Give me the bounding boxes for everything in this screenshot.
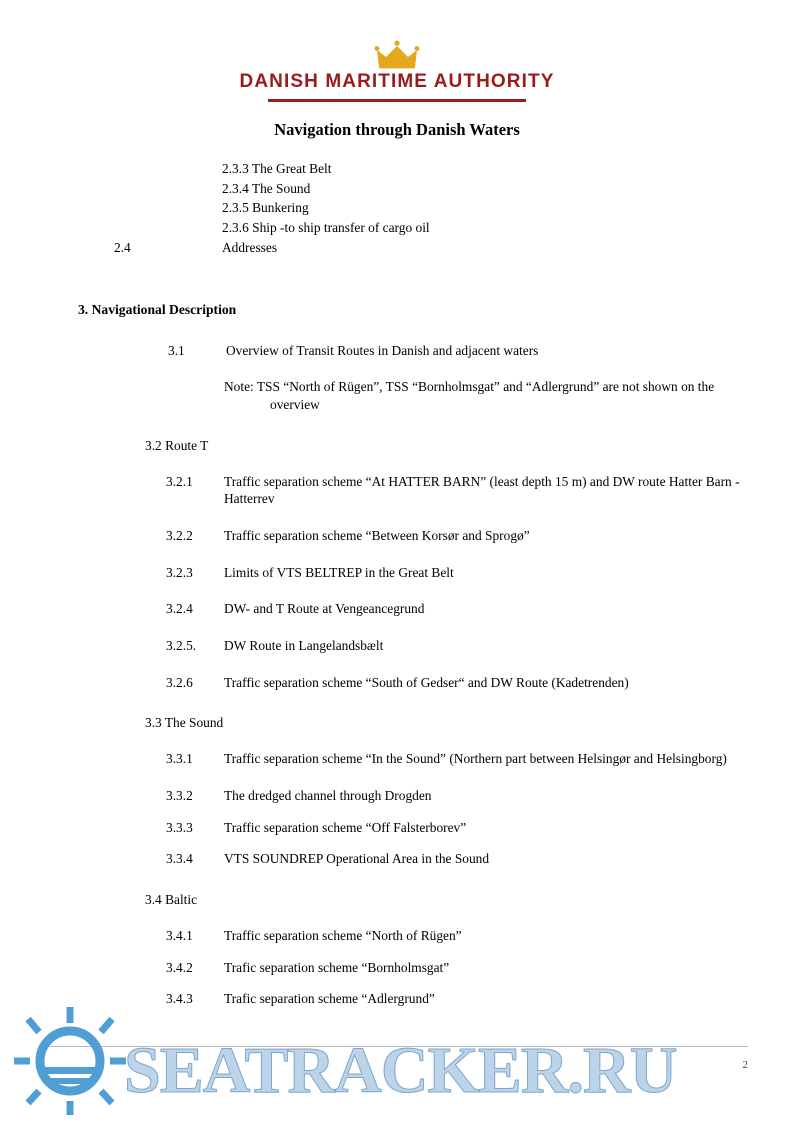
toc-entry-3-2-6 xyxy=(166,674,766,692)
toc-entry-3-2-3 xyxy=(166,564,766,582)
footer-divider xyxy=(46,1046,748,1047)
page-number: 2 xyxy=(742,1059,748,1071)
overview-note xyxy=(224,378,754,413)
toc-entry-label: DW- and T Route at Vengeancegrund xyxy=(224,601,425,617)
toc-entry-number: 3.3.1 xyxy=(166,751,193,767)
sun-icon xyxy=(10,1005,130,1117)
crown-icon xyxy=(374,40,420,70)
toc-entry-label: Traffic separation scheme “South of Gedser“ and DW Route (Kadetrenden) xyxy=(224,674,629,690)
toc-section-2-tail xyxy=(114,160,768,256)
section-heading: 3. Navigational Description xyxy=(78,302,237,318)
toc-entry-3-2-2 xyxy=(166,527,766,545)
toc-entry-number: 3.1 xyxy=(168,343,185,359)
toc-entry-label: Limits of VTS BELTREP in the Great Belt xyxy=(224,564,454,580)
toc-entry-3-2-5 xyxy=(166,637,766,655)
toc-entry xyxy=(114,239,768,257)
toc-entry-label: The dredged channel through Drogden xyxy=(224,788,432,803)
toc-entry xyxy=(168,160,768,178)
toc-entry-number: 3.2.3 xyxy=(166,564,193,580)
toc-entry xyxy=(168,199,768,217)
toc-entry-number: 3.3.3 xyxy=(166,819,193,835)
page-title: Navigation through Danish Waters xyxy=(274,120,520,139)
toc-entry-3-2-4 xyxy=(166,600,766,618)
toc-entry-3-3-3 xyxy=(166,819,766,837)
toc-entry-3-3-4 xyxy=(166,850,766,868)
toc-entry-label: Traffic separation scheme “Off Falsterborev” xyxy=(224,819,467,835)
watermark xyxy=(0,1003,794,1123)
toc-entry-label: VTS SOUNDREP Operational Area in the Sound xyxy=(224,851,490,867)
toc-entry-number: 3.2.5. xyxy=(166,637,197,653)
toc-entry-label: 2.3.4 The Sound xyxy=(222,180,311,196)
toc-entry-number: 3.4.3 xyxy=(166,991,193,1007)
subsection-heading-baltic: 3.4 Baltic xyxy=(145,892,198,908)
toc-entry-3-3-2 xyxy=(166,787,766,805)
toc-entry-label: Trafic separation scheme “Adlergrund” xyxy=(224,991,435,1007)
toc-entry-label: Overview of Transit Routes in Danish and adjacent waters xyxy=(226,343,539,359)
organization-logo xyxy=(0,40,794,102)
toc-entry-label: DW Route in Langelandsbælt xyxy=(224,637,384,653)
document-body xyxy=(0,160,794,1008)
toc-entry-3-2-1 xyxy=(166,473,766,508)
toc-entry-3-4-3 xyxy=(166,990,766,1008)
toc-entry-label: Traffic separation scheme “At HATTER BARN” (least depth 15 m) and DW route Hatter Barn - Hatterrev xyxy=(224,473,740,507)
toc-entry xyxy=(168,180,768,198)
toc-entry-number: 3.2.1 xyxy=(166,473,193,489)
toc-entry-label: 2.3.3 The Great Belt xyxy=(222,161,332,176)
toc-entry-number: 3.2.4 xyxy=(166,601,193,617)
logo-underline xyxy=(268,99,526,102)
toc-entry-label: 2.3.5 Bunkering xyxy=(222,200,309,216)
toc-entry-label: 2.3.6 Ship -to ship transfer of cargo oil xyxy=(222,220,430,236)
toc-entry-number: 2.4 xyxy=(114,239,131,255)
toc-entry-label: Addresses xyxy=(222,239,278,255)
overview-note-text: Note: TSS “North of Rügen”, TSS “Bornholmsgat” and “Adlergrund” are not shown on the overview xyxy=(224,379,715,412)
toc-entry-label: Traffic separation scheme “In the Sound” (Northern part between Helsingør and Helsingborg) xyxy=(224,751,727,767)
toc-entry-label: Traffic separation scheme “Between Korsør and Sprogø” xyxy=(224,527,530,543)
toc-entry-number: 3.2.6 xyxy=(166,674,193,690)
toc-entry-label: Traffic separation scheme “North of Rügen” xyxy=(224,928,462,944)
organization-name: DANISH MARITIME AUTHORITY xyxy=(239,71,555,92)
toc-entry-label: Trafic separation scheme “Bornholmsgat” xyxy=(224,959,450,975)
watermark-text: SEATRACKER.RU xyxy=(124,1034,677,1107)
toc-entry-3-4-2 xyxy=(166,959,766,977)
subsection-heading-the-sound: 3.3 The Sound xyxy=(145,715,224,731)
toc-entry-3-3-1 xyxy=(166,750,766,768)
toc-entry-3-1 xyxy=(168,342,768,360)
toc-entry-number: 3.4.1 xyxy=(166,928,193,944)
toc-entry-number: 3.3.4 xyxy=(166,851,193,867)
toc-entry-number: 3.4.2 xyxy=(166,959,193,975)
toc-entry-number: 3.2.2 xyxy=(166,527,193,543)
subsection-heading-route-t: 3.2 Route T xyxy=(145,437,209,453)
toc-entry xyxy=(168,219,768,237)
toc-entry-3-4-1 xyxy=(166,927,766,945)
toc-entry-number: 3.3.2 xyxy=(166,788,193,803)
